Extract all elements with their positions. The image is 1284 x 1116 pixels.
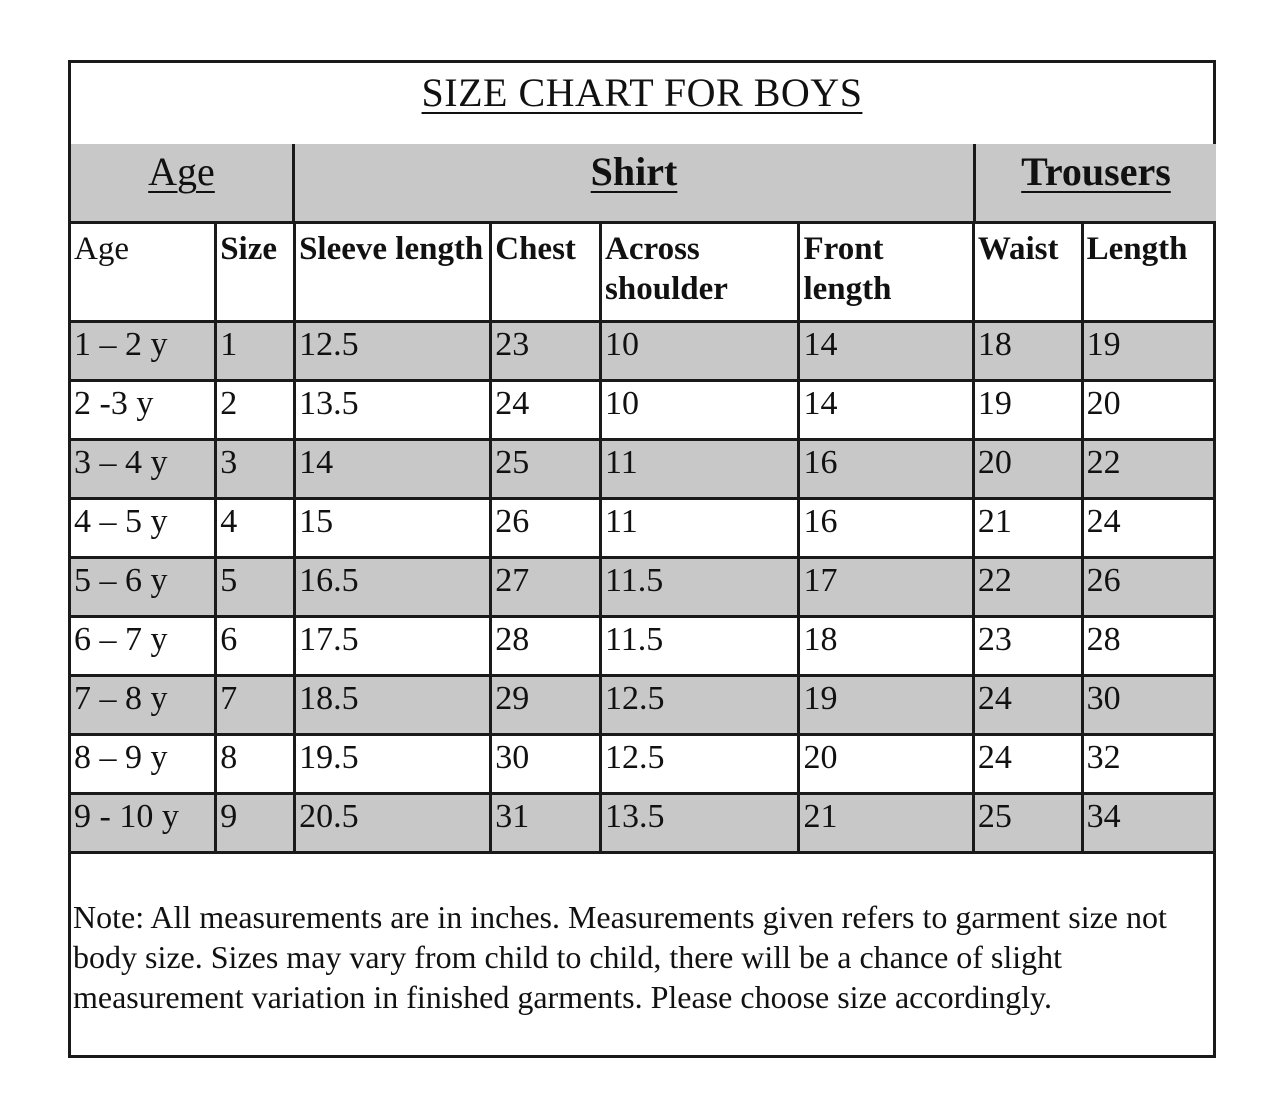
group-header-shirt-label: Shirt: [590, 149, 678, 194]
cell-waist: 18: [973, 321, 1082, 380]
column-header-length: Length: [1082, 224, 1213, 321]
cell-chest: 26: [491, 498, 601, 557]
cell-length: 34: [1082, 793, 1213, 852]
cell-across-shoulder: 11.5: [601, 557, 799, 616]
group-header-age: [71, 144, 295, 224]
table-row: [71, 675, 1213, 734]
title-band: [71, 63, 1213, 147]
cell-front-length: 14: [799, 321, 973, 380]
cell-front-length: 14: [799, 380, 973, 439]
cell-chest: 24: [491, 380, 601, 439]
cell-waist: 23: [973, 616, 1082, 675]
cell-waist: 20: [973, 439, 1082, 498]
cell-sleeve-length: 20.5: [295, 793, 491, 852]
column-header-sleeve-length: Sleeve length: [295, 224, 491, 321]
cell-front-length: 18: [799, 616, 973, 675]
cell-length: 20: [1082, 380, 1213, 439]
column-header-chest: Chest: [491, 224, 601, 321]
cell-length: 22: [1082, 439, 1213, 498]
table-row: [71, 557, 1213, 616]
column-header-waist: Waist: [973, 224, 1082, 321]
cell-front-length: 19: [799, 675, 973, 734]
table-row: [71, 498, 1213, 557]
cell-size: 1: [216, 321, 295, 380]
cell-front-length: 17: [799, 557, 973, 616]
table-row: [71, 793, 1213, 852]
cell-waist: 25: [973, 793, 1082, 852]
cell-across-shoulder: 13.5: [601, 793, 799, 852]
cell-chest: 23: [491, 321, 601, 380]
cell-age: 1 – 2 y: [71, 321, 216, 380]
column-header-front-length: Front length: [799, 224, 973, 321]
cell-length: 26: [1082, 557, 1213, 616]
cell-length: 32: [1082, 734, 1213, 793]
group-header-shirt: [295, 144, 976, 224]
cell-size: 5: [216, 557, 295, 616]
cell-chest: 25: [491, 439, 601, 498]
cell-waist: 21: [973, 498, 1082, 557]
cell-size: 3: [216, 439, 295, 498]
cell-age: 9 - 10 y: [71, 793, 216, 852]
column-header-across-shoulder: Across shoulder: [601, 224, 799, 321]
table-row: [71, 321, 1213, 380]
cell-size: 2: [216, 380, 295, 439]
table-row: [71, 734, 1213, 793]
cell-chest: 28: [491, 616, 601, 675]
group-header-age-label: Age: [148, 149, 215, 194]
size-table: [71, 224, 1213, 854]
column-header-row: [71, 224, 1213, 321]
cell-age: 5 – 6 y: [71, 557, 216, 616]
cell-chest: 30: [491, 734, 601, 793]
cell-age: 2 -3 y: [71, 380, 216, 439]
size-chart-sheet: [68, 60, 1216, 1058]
cell-size: 7: [216, 675, 295, 734]
cell-chest: 29: [491, 675, 601, 734]
cell-sleeve-length: 18.5: [295, 675, 491, 734]
cell-sleeve-length: 14: [295, 439, 491, 498]
cell-length: 30: [1082, 675, 1213, 734]
cell-size: 9: [216, 793, 295, 852]
column-header-size: Size: [216, 224, 295, 321]
cell-size: 6: [216, 616, 295, 675]
cell-front-length: 20: [799, 734, 973, 793]
cell-sleeve-length: 19.5: [295, 734, 491, 793]
group-header-trousers-label: Trousers: [1021, 149, 1171, 194]
column-header-age: Age: [71, 224, 216, 321]
cell-front-length: 21: [799, 793, 973, 852]
cell-front-length: 16: [799, 439, 973, 498]
cell-size: 4: [216, 498, 295, 557]
cell-age: 7 – 8 y: [71, 675, 216, 734]
cell-across-shoulder: 11.5: [601, 616, 799, 675]
cell-front-length: 16: [799, 498, 973, 557]
cell-sleeve-length: 16.5: [295, 557, 491, 616]
cell-length: 28: [1082, 616, 1213, 675]
cell-sleeve-length: 15: [295, 498, 491, 557]
cell-waist: 24: [973, 734, 1082, 793]
cell-age: 3 – 4 y: [71, 439, 216, 498]
cell-waist: 19: [973, 380, 1082, 439]
cell-across-shoulder: 10: [601, 321, 799, 380]
cell-across-shoulder: 12.5: [601, 675, 799, 734]
group-header-trousers: [976, 144, 1216, 224]
cell-waist: 24: [973, 675, 1082, 734]
cell-sleeve-length: 13.5: [295, 380, 491, 439]
measurement-note: Note: All measurements are in inches. Measurements given refers to garment size not body size. Sizes may vary from child to child, there will be a chance of slight measurement variation in finished garments. Please choose size accordingly.: [73, 899, 1167, 1015]
cell-across-shoulder: 11: [601, 498, 799, 557]
page-title: SIZE CHART FOR BOYS: [421, 70, 863, 115]
cell-across-shoulder: 12.5: [601, 734, 799, 793]
table-row: [71, 380, 1213, 439]
cell-across-shoulder: 11: [601, 439, 799, 498]
cell-length: 24: [1082, 498, 1213, 557]
cell-size: 8: [216, 734, 295, 793]
cell-across-shoulder: 10: [601, 380, 799, 439]
cell-age: 4 – 5 y: [71, 498, 216, 557]
cell-length: 19: [1082, 321, 1213, 380]
cell-age: 6 – 7 y: [71, 616, 216, 675]
table-row: [71, 439, 1213, 498]
cell-chest: 27: [491, 557, 601, 616]
cell-waist: 22: [973, 557, 1082, 616]
cell-chest: 31: [491, 793, 601, 852]
cell-sleeve-length: 12.5: [295, 321, 491, 380]
cell-sleeve-length: 17.5: [295, 616, 491, 675]
table-row: [71, 616, 1213, 675]
cell-age: 8 – 9 y: [71, 734, 216, 793]
